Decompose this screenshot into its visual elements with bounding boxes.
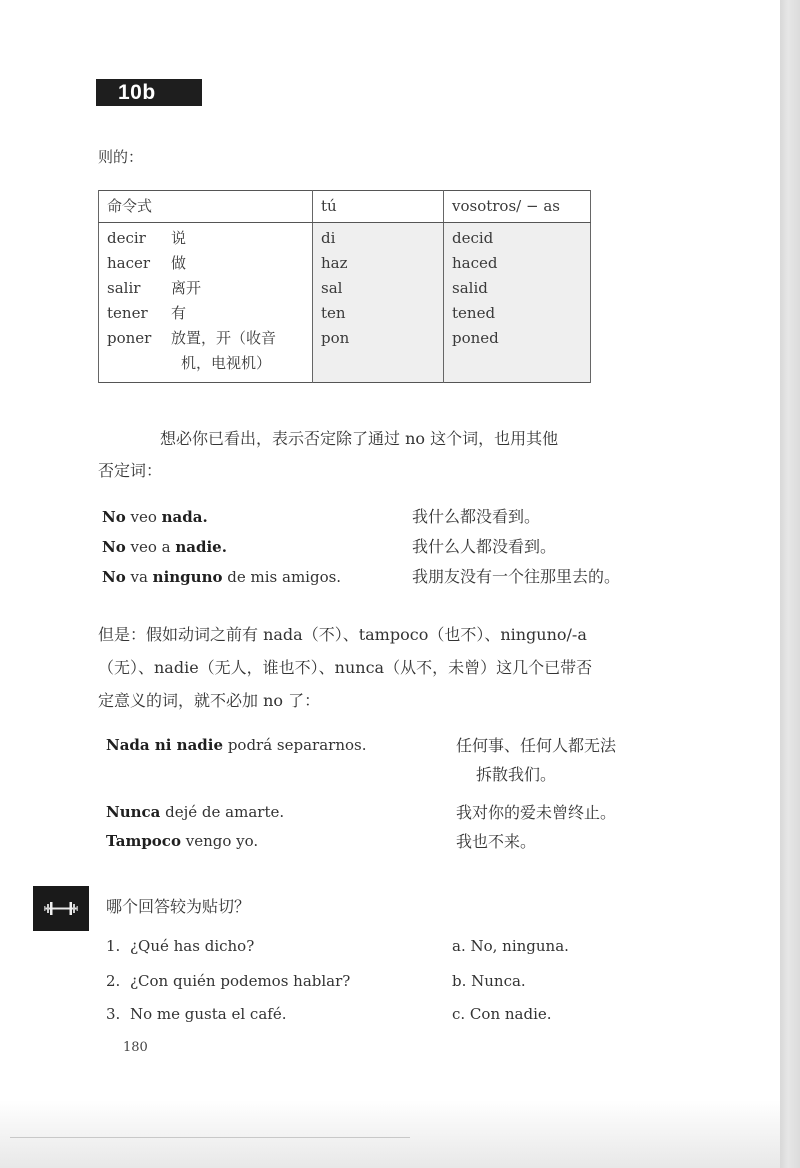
vosotros-form: tened <box>452 304 496 322</box>
exercise-answer-option: a. No, ninguna. <box>452 937 569 955</box>
exercise-question-row <box>106 1000 706 1028</box>
page-number: 180 <box>123 1040 148 1055</box>
exercise-question: 2. ¿Con quién podemos hablar? <box>106 972 351 990</box>
vosotros-form: poned <box>452 329 499 347</box>
example-spanish: Nada ni nadie podrá separarnos. <box>106 736 367 754</box>
tu-form: haz <box>321 254 348 272</box>
imperative-table <box>98 190 591 383</box>
meaning-continuation: 机，电视机） <box>181 354 272 372</box>
paragraph-line: 想必你已看出，表示否定除了通过 no 这个词，也用其他 <box>160 429 559 448</box>
header-vosotros: vosotros/ − as <box>444 191 591 223</box>
vosotros-form: salid <box>452 279 488 297</box>
example-spanish: Nunca dejé de amarte. <box>106 803 285 821</box>
dumbbell-icon <box>33 886 89 931</box>
meaning: 做 <box>171 254 187 272</box>
example-spanish: No veo nada. <box>102 508 208 526</box>
intro-text: 则的： <box>98 148 144 166</box>
tu-form: di <box>321 229 336 247</box>
example-translation: 我什么都没看到。 <box>412 507 541 526</box>
paragraph-line: 但是：假如动词之前有 nada（不）、tampoco（也不）、ninguno/-a <box>98 625 587 644</box>
infinitive: poner <box>107 329 152 347</box>
verb-entry <box>107 326 304 351</box>
example-spanish: Tampoco vengo yo. <box>106 832 259 850</box>
tu-form: sal <box>321 279 343 297</box>
example-row <box>102 503 702 531</box>
verb-entry <box>107 301 304 326</box>
meaning: 放置，开（收音 <box>171 329 277 347</box>
exercise-answer-option: b. Nunca. <box>452 972 526 990</box>
meaning: 离开 <box>171 279 202 297</box>
paragraph-line: 定意义的词，就不必加 no 了： <box>98 691 321 710</box>
explanation-paragraph-1 <box>98 423 698 487</box>
table-header-row <box>99 191 591 223</box>
vosotros-form: decid <box>452 229 494 247</box>
page-edge-shadow <box>780 0 800 1168</box>
explanation-paragraph-2 <box>98 618 698 717</box>
infinitive: decir <box>107 229 146 247</box>
example-translation: 我朋友没有一个往那里去的。 <box>412 567 621 586</box>
infinitive-column <box>99 223 313 383</box>
example-row <box>102 533 702 561</box>
header-imperative: 命令式 <box>99 191 313 223</box>
exercise-title: 哪个回答较为贴切？ <box>106 897 251 916</box>
example-translation: 我对你的爱未曾终止。 <box>456 803 617 822</box>
example-spanish: No veo a nadie. <box>102 538 227 556</box>
bottom-divider <box>10 1137 410 1138</box>
exercise-question-row <box>106 932 706 960</box>
meaning: 说 <box>171 229 187 247</box>
header-tu: tú <box>313 191 444 223</box>
exercise-question: 3. No me gusta el café. <box>106 1005 287 1023</box>
exercise-question: 1. ¿Qué has dicho? <box>106 937 255 955</box>
tu-form: pon <box>321 329 350 347</box>
table-row <box>99 223 591 383</box>
example-translation: 我什么人都没看到。 <box>412 537 557 556</box>
tu-column <box>313 223 444 383</box>
example-row <box>102 563 702 591</box>
exercise-answer-option: c. Con nadie. <box>452 1005 552 1023</box>
bottom-shadow <box>0 1100 780 1168</box>
vosotros-form: haced <box>452 254 498 272</box>
infinitive: hacer <box>107 254 151 272</box>
paragraph-line: 否定词： <box>98 461 163 480</box>
vosotros-column <box>444 223 591 383</box>
verb-entry <box>107 276 304 301</box>
example-translation: 任何事、任何人都无法 拆散我们。 <box>456 736 617 784</box>
exercise-question-row <box>106 967 706 995</box>
verb-entry <box>107 251 304 276</box>
verb-entry <box>107 226 304 251</box>
tu-form: ten <box>321 304 346 322</box>
infinitive: tener <box>107 304 148 322</box>
paragraph-line: （无）、nadie（无人，谁也不）、nunca（从不，未曾）这几个已带否 <box>98 658 593 677</box>
infinitive: salir <box>107 279 141 297</box>
example-translation: 我也不来。 <box>456 832 537 851</box>
example-spanish: No va ninguno de mis amigos. <box>102 568 342 586</box>
section-badge: 10b <box>96 79 202 106</box>
meaning: 有 <box>171 304 187 322</box>
